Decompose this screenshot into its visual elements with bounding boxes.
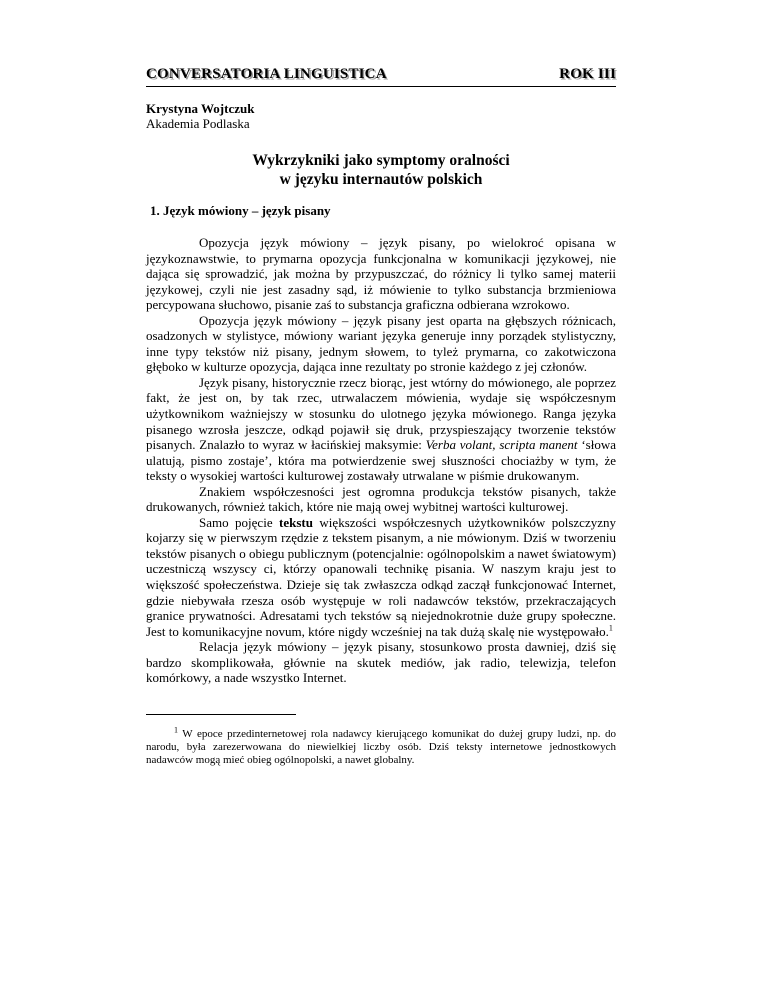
paragraph-5 [146, 515, 616, 639]
footnote-number: 1 [174, 725, 178, 735]
paragraph-3 [146, 375, 616, 484]
article-title-line-2: w języku internautów polskich [279, 171, 483, 188]
article-title-line-1: Wykrzykniki jako symptomy oralności [252, 152, 510, 169]
paragraph-2: Opozycja język mówiony – język pisany jest oparta na głębszych różnicach, osadzonych w stylistyce, mówiony wariant języka generuje inny porządek stylistyczny, inne typy tekstów niż pisany, jednym słowem, to tyleż prymarna, co zakotwiczona głęboko w kulturze opozycja, dająca inne rezultaty po stronie każdego z jej członów. [146, 312, 616, 375]
paragraph-3-text-b: ‘słowa ulatują, pismo zostaje’, która ma potwierdzenie swej słuszności chociażby w tym, że teksty o wysokiej wartości kulturowej zostawały utrwalane w piśmie drukowanym. [146, 437, 616, 484]
volume-label: ROK III [559, 66, 616, 82]
term-tekst: tekstu [279, 514, 313, 530]
paragraph-3-text-a: Język pisany, historycznie rzecz biorąc, jest wtórny do mówionego, ale poprzez fakt, że jest on, by tak rzec, utrwalaczem mówienia, wydaje się współczesnym użytkownikom ważniejszy w stosunku do ulotnego języka mówionego. Ranga języka pisanego wzrosła jeszcze, odkąd pojawił się druk, przyspieszający tworzenie tekstów pisanych. Znalazło to wyraz w łacińskiej maksymie: [146, 374, 616, 453]
author-name: Krystyna Wojtczuk [146, 101, 255, 116]
section-heading: 1. Język mówiony – język pisany [150, 203, 331, 218]
journal-title: CONVERSATORIA LINGUISTICA [146, 66, 387, 82]
paragraph-1: Opozycja język mówiony – język pisany, po wielokroć opisana w językoznawstwie, to prymarna opozycja funkcjonalna w komunikacji językowej, nie dająca się sprowadzić, jak można by przypuszczać, do różnicy li tylko samej materii językowej, czyli nie jest zasadny sąd, iż mówienie to tylko substancja brzmieniowa percypowana słuchowo, pisanie zaś to substancja graficzna odbierana wzrokowo. [146, 235, 616, 313]
footnote [146, 725, 616, 768]
footnote-divider [146, 714, 296, 715]
article-page [146, 66, 616, 768]
author-block [146, 101, 616, 131]
latin-maxim: Verba volant, scripta manent [425, 437, 578, 453]
article-title [146, 151, 616, 189]
paragraph-5-text-a: Samo pojęcie [199, 514, 280, 530]
paragraph-6: Relacja język mówiony – język pisany, stosunkowo prosta dawniej, dziś się bardzo skomplikowała, głównie na skutek mediów, jak radio, telewizja, telefon komórkowy, a nade wszystko Internet. [146, 639, 616, 686]
paragraph-5-text-b: większości współczesnych użytkowników polszczyzny kojarzy się w pierwszym rzędzie z tekstem pisanym, a nie mówionym. Dziś w tworzeniu tekstów pisanych o obiegu publicznym (potencjalnie: ogólnopolskim a nawet światowym) uczestniczą wszyscy ci, którzy opanowali technikę pisania. W naszym kraju jest to większość społeczeństwa. Dzieje się tak zwłaszcza odkąd zaczął funkcjonować Internet, gdzie niebywała rzesza osób występuje w roli nadawców tekstów, przekraczających granice prywatności. Adresatami tych tekstów są niejednokrotnie duże grupy społeczne. Jest to komunikacyjne novum, które nigdy wcześniej na tak dużą skalę nie występowało. [146, 514, 616, 639]
footnote-reference[interactable]: 1 [608, 623, 613, 633]
author-affiliation: Akademia Podlaska [146, 116, 250, 131]
article-body [146, 235, 616, 686]
paragraph-4: Znakiem współczesności jest ogromna produkcja tekstów pisanych, także drukowanych, również takich, które nie mają owej wybitnej wartości kulturowej. [146, 483, 616, 515]
footnote-text: W epoce przedinternetowej rola nadawcy kierującego komunikat do dużej grupy ludzi, np. do narodu, była zarezerwowana do niewielkiej liczby osób. Dziś teksty internetowe jednostkowych nadawców mogą mieć obieg ogólnopolski, a nawet globalny. [146, 727, 616, 767]
running-head [146, 66, 616, 87]
